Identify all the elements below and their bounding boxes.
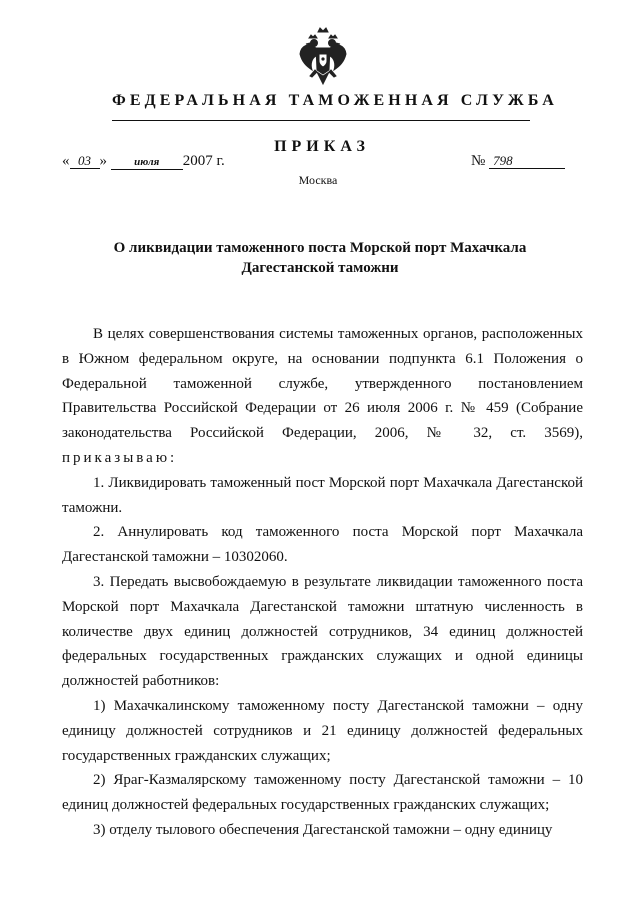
intro-text: В целях совершенствования системы таможенных органов, расположенных в Южном федеральном округе, на основании подпункта 6.1 Положения о Федеральной таможенной службе, утвержденного постановлением Правительства Российской Федерации от 26 июля 2006 г. № 459 (Собрание законодательства Российской Федерации, 2006, № 32, ст. 3569), bbox=[62, 326, 583, 442]
sub-item-3: 3) отделу тылового обеспечения Дагестанской таможни – одну единицу bbox=[93, 821, 553, 838]
header-divider bbox=[112, 120, 530, 121]
quote-open: « bbox=[62, 153, 70, 169]
agency-name: ФЕДЕРАЛЬНАЯ ТАМОЖЕННАЯ СЛУЖБА bbox=[112, 92, 558, 109]
item-3: 3. Передать высвобождаемую в результате ликвидации таможенного поста Морской порт Махачкала Дагестанской таможни штатную численность в количестве двух единиц должностей сотрудников, 34 единиц должностей федеральных государственных гражданских служащих и одной единицы должностей работников: bbox=[62, 573, 583, 690]
intro-paragraph bbox=[62, 322, 583, 471]
order-body bbox=[62, 322, 583, 843]
double-headed-eagle-emblem bbox=[298, 26, 348, 88]
order-date bbox=[62, 153, 225, 170]
item-2: 2. Аннулировать код таможенного поста Морской порт Махачкала Дагестанской таможни – 10302060. bbox=[62, 524, 583, 566]
title-line-2: Дагестанской таможни bbox=[241, 260, 399, 276]
number-value: 798 bbox=[489, 154, 565, 169]
number-sign: № bbox=[471, 153, 486, 169]
date-month: июля bbox=[111, 155, 183, 170]
order-number bbox=[471, 153, 565, 170]
sub-item-1: 1) Махачкалинскому таможенному посту Дагестанской таможни – одну единицу должностей сотрудников и 21 единицу должностей федеральных государственных гражданских служащих; bbox=[62, 697, 583, 764]
date-day: 03 bbox=[70, 154, 100, 169]
item-1: 1. Ликвидировать таможенный пост Морской порт Махачкала Дагестанской таможни. bbox=[62, 474, 583, 516]
order-title bbox=[80, 238, 560, 278]
date-year: 2007 г. bbox=[182, 153, 225, 169]
title-line-1: О ликвидации таможенного поста Морской порт Махачкала bbox=[113, 240, 527, 256]
quote-close: » bbox=[99, 153, 107, 169]
sub-item-2: 2) Яраг-Казмалярскому таможенному посту Дагестанской таможни – 10 единиц должностей федеральных государственных гражданских служащих; bbox=[62, 772, 583, 814]
command-word: приказываю: bbox=[62, 449, 178, 466]
city: Москва bbox=[298, 173, 338, 187]
document-type: ПРИКАЗ bbox=[274, 138, 370, 155]
